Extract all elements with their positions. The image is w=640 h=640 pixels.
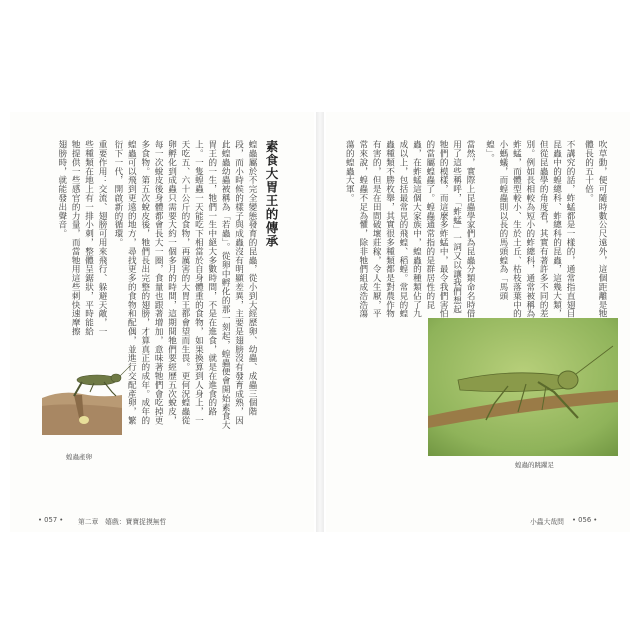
left-footer-page-number: • 057 • [38, 516, 64, 524]
egg-laying-photo [42, 350, 122, 435]
right-footer-title: 小蟲大哉問 [530, 518, 564, 526]
left-footer-chapter: 第二章 嬉戲：寶寶捉摸無哲 [78, 518, 167, 526]
left-body-text-continued: 重要作用：交流、翅膀可用來飛行、躲避天敵，一些種類在地上有一排小刺，整體呈鋸狀，平時能給牠提供一些感官的力量，而當牠用這些刺快速摩擦翅膀時，就能發出聲音。 [56, 140, 107, 336]
jumping-legs-photo [428, 318, 618, 456]
book-gutter [316, 112, 324, 532]
right-body-text-classification: 不講究的話，蚱蜢都是一樣的，通常指直翅目昆蟲中的蝗總科、蚱總科的昆蟲，這幾大類，但從昆蟲學的角度看，其實有著許多不同的差別。例如長相較為短小的蚱總科，通常被稱為蚱蜢，而體型較小、生於土丘、枯枝落葉中的小螞蟻，而蝗蟲則以長的馬頭蝗為「馬頭蝗」。 [484, 140, 575, 318]
egg-laying-caption: 蝗蟲產卵 [66, 453, 92, 461]
jumping-legs-caption: 蝗蟲的跳躍足 [515, 461, 554, 469]
right-body-text-locusts: 當然，實際上昆蟲學家們為昆蟲分類命名時借用了這些稱呼，「蚱蜢」一詞又以讓我們想起牠們的模樣，而這麼多蚱蜢中，最令我們害怕的當屬蝗蟲了。蝗蟲通常指的是群居性的昆蟲，在蚱蜢這個大家族中，蝗蟲的種類佔了九成以上，包括最常見的飛蝗、稻蝗。常見的蝗蟲種類不勝枚舉，其實很多種類都是對農作物有害的，但是在田間破壞莊稼，令人生厭，平常來說，蝗蟲不足為懼，除非牠們組成浩浩蕩蕩的蝗蟲大軍。 [344, 140, 475, 318]
section-heading: 素食大胃王的傳承 [264, 140, 279, 248]
right-footer-page-number: • 056 • [572, 516, 598, 524]
right-body-text-intro: 吹草動，便可隨時數公尺遠外，這個距離是牠體長的五十倍。 [583, 140, 607, 318]
left-body-text: 蝗蟲屬於不完全變態發育的昆蟲，從小到大經歷卵、幼蟲、成蟲三個階段，而小時候的樣子與成蟲沒有明顯差異，主要是翅膀沒有發育成熟，因此蝗蟲幼蟲被稱為「若蟲」。從卵中孵化的那一刻起，蝗蟲便會開始素食大胃王的一生，牠們一生中絕大多數時間，不是在進食，就是在進食的路上。一隻蝗蟲一天能吃下相當於自身體重的食物，如果換算到人身上，一天吃五、六十公斤的食物，再厲害的大胃王都會望而生畏。更何況蝗蟲從卵孵化到成蟲只需要大約一個多月的時間，這期間牠們要經歷五次蛻皮，每一次蛻皮後身體都會長大一圈，食量也跟著增加，意味著牠們會吃掉更多食物。第五次蛻皮後，牠們長出完整的翅膀，才算真正的成年。成年的蝗蟲可以飛到更遠的地方，尋找更多的食物和配偶，並進行交配產卵，繁衍下一代，開啟新的循環。 [112, 140, 257, 430]
